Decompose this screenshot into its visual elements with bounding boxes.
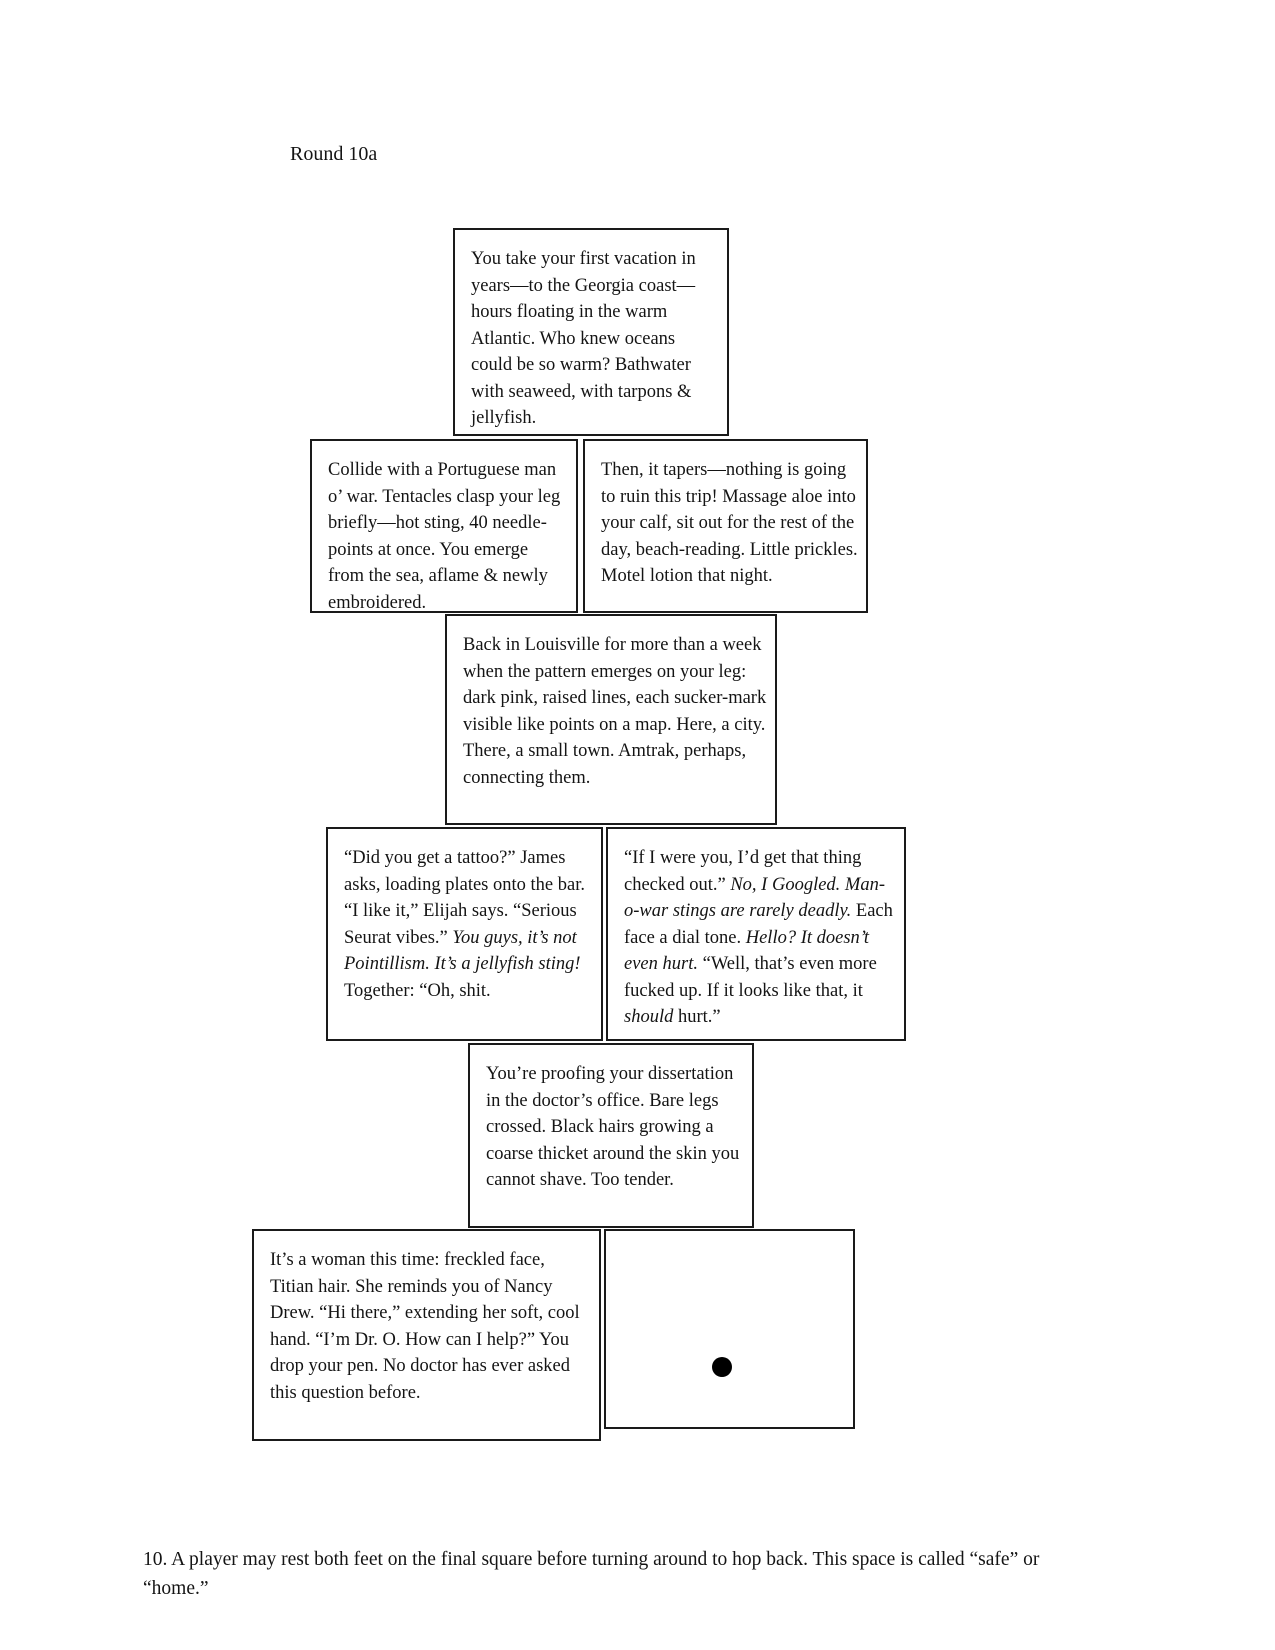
square-2b-text: Then, it tapers—nothing is going to ruin this trip! Massage aloe into your calf, sit out for the rest of the day, beach-reading. Little prickles. Motel lotion that night. (601, 460, 858, 586)
square-6a-text: It’s a woman this time: freckled face, Titian hair. She reminds you of Nancy Drew. “Hi there,” extending her soft, cool hand. “I’m Dr. O. How can I help?” You drop your pen. No doctor has ever asked this question before. (270, 1250, 580, 1403)
square-4a-text: “Did you get a tattoo?” James asks, loading plates onto the bar. “I like it,” Elijah says. “Serious Seurat vibes.” You guys, it’s not Pointillism. It’s a jellyfish sting! Together: “Oh, shit. (344, 848, 585, 1001)
hopscotch-square-5 (468, 1043, 754, 1228)
hopscotch-square-2a (310, 439, 578, 613)
square-4b-text: “If I were you, I’d get that thing checked out.” No, I Googled. Man-o-war stings are rarely deadly. Each face a dial tone. Hello? It doesn’t even hurt. “Well, that’s even more fucked up. If it looks like that, it should hurt.” (624, 848, 893, 1027)
hopscotch-square-2b (583, 439, 868, 613)
square-2a-text: Collide with a Portuguese man o’ war. Tentacles clasp your leg briefly—hot sting, 40 needle-points at once. You emerge from the sea, aflame & newly embroidered. (328, 460, 561, 613)
hopscotch-square-3 (445, 614, 777, 825)
player-marker-dot (712, 1357, 732, 1377)
hopscotch-square-6a (252, 1229, 601, 1441)
hopscotch-square-4a (326, 827, 603, 1041)
hopscotch-square-4b (606, 827, 906, 1041)
square-3-text: Back in Louisville for more than a week when the pattern emerges on your leg: dark pink, raised lines, each sucker-mark visible like points on a map. Here, a city. There, a small town. Amtrak, perhaps, connecting them. (463, 635, 767, 788)
hopscotch-square-1 (453, 228, 729, 436)
page-title: Round 10a (290, 143, 378, 165)
hopscotch-square-6b-home (604, 1229, 855, 1429)
footnote: 10. A player may rest both feet on the final square before turning around to hop back. This space is called “safe” or “home.” (143, 1549, 1040, 1599)
square-1-text: You take your first vacation in years—to the Georgia coast—hours floating in the warm Atlantic. Who knew oceans could be so warm? Bathwater with seaweed, with tarpons & jellyfish. (471, 249, 696, 428)
square-5-text: You’re proofing your dissertation in the doctor’s office. Bare legs crossed. Black hairs growing a coarse thicket around the skin you cannot shave. Too tender. (486, 1064, 740, 1190)
